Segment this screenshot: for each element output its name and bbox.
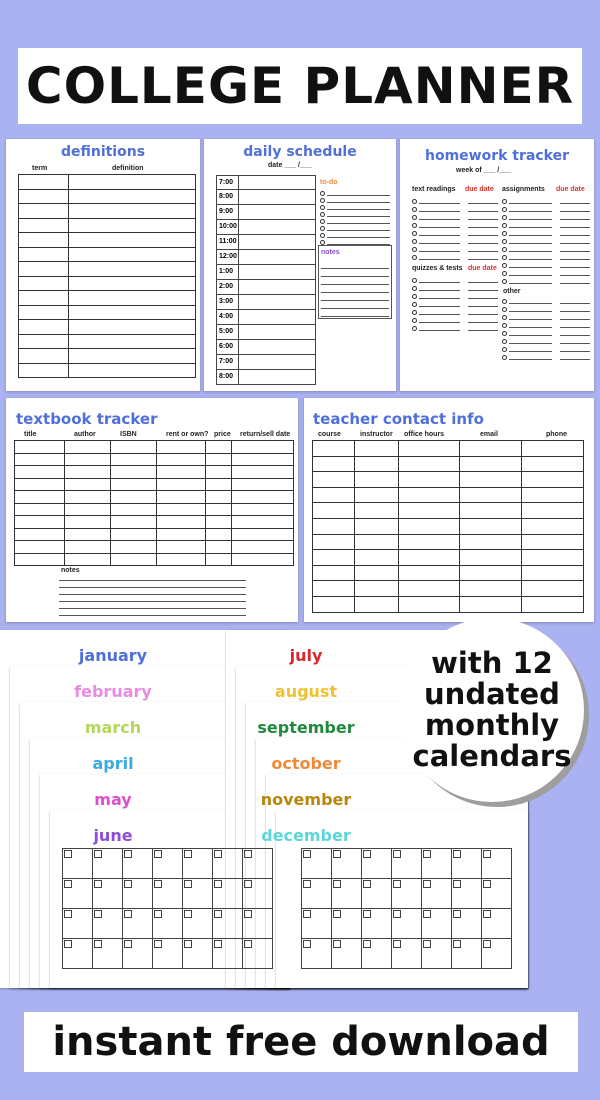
- textbook-column-header: rent or own?: [166, 431, 209, 438]
- definitions-row: [19, 334, 196, 349]
- calendar-day-cell: [482, 939, 512, 969]
- textbook-row: [15, 466, 294, 479]
- homework-item: [412, 253, 498, 261]
- time-label: 4:00: [217, 310, 239, 324]
- homework-item: [502, 221, 590, 229]
- calendar-day-cell: [123, 849, 153, 879]
- checkbox-icon: [502, 315, 507, 320]
- textbook-row: [15, 541, 294, 554]
- notes-line: [321, 269, 389, 277]
- notes-line: [59, 609, 246, 616]
- textbook-row: [15, 503, 294, 516]
- calendar-day-cell: [452, 879, 482, 909]
- badge-line-1: with 12: [431, 646, 553, 680]
- assignments-due-label: due date: [556, 186, 585, 193]
- definitions-row: [19, 233, 196, 248]
- definitions-row: [19, 276, 196, 291]
- notes-line: [59, 595, 246, 602]
- homework-item: [502, 305, 590, 313]
- teacher-sheet: [304, 398, 594, 622]
- quizzes-label: quizzes & tests: [412, 265, 463, 272]
- checkbox-icon: [412, 286, 417, 291]
- time-slot: [216, 265, 316, 280]
- time-slot: [216, 355, 316, 370]
- teacher-row: [313, 596, 584, 612]
- time-slot: [216, 220, 316, 235]
- checkbox-icon: [502, 279, 507, 284]
- notes-line: [59, 588, 246, 595]
- calendar-day-cell: [153, 879, 183, 909]
- badge-line-3: monthly: [424, 708, 560, 742]
- month-title: august: [274, 682, 338, 701]
- calendar-day-cell: [183, 939, 213, 969]
- checkbox-icon: [502, 263, 507, 268]
- homework-item: [502, 197, 590, 205]
- calendar-day-cell: [362, 849, 392, 879]
- calendar-day-cell: [422, 939, 452, 969]
- calendar-day-cell: [452, 909, 482, 939]
- calendar-day-cell: [183, 879, 213, 909]
- calendar-grid: [62, 848, 273, 969]
- calendar-week-row: [63, 939, 273, 969]
- notes-lines: [321, 261, 389, 317]
- calendar-day-cell: [332, 879, 362, 909]
- time-label: 8:00: [217, 370, 239, 384]
- time-slot: [216, 295, 316, 310]
- homework-item: [412, 229, 498, 237]
- textbook-column-header: ISBN: [120, 431, 137, 438]
- time-slot: [216, 370, 316, 385]
- quizzes-list: [412, 276, 498, 332]
- definitions-row: [19, 175, 196, 190]
- todo-item: [320, 232, 390, 239]
- calendar-day-cell: [452, 939, 482, 969]
- teacher-row: [313, 487, 584, 503]
- calendar-day-cell: [302, 849, 332, 879]
- checkbox-icon: [502, 223, 507, 228]
- calendar-week-row: [302, 849, 512, 879]
- calendars-badge: [400, 618, 584, 802]
- checkbox-icon: [412, 255, 417, 260]
- teacher-title: teacher contact info: [313, 410, 484, 428]
- calendar-day-cell: [63, 849, 93, 879]
- homework-sheet: [400, 139, 594, 391]
- checkbox-icon: [320, 226, 325, 231]
- checkbox-icon: [502, 207, 507, 212]
- time-slot: [216, 175, 316, 190]
- textbook-column-header: price: [214, 431, 231, 438]
- checkbox-icon: [502, 247, 507, 252]
- calendar-week-row: [63, 879, 273, 909]
- checkbox-icon: [412, 318, 417, 323]
- homework-item: [412, 316, 498, 324]
- textbook-notes-label: notes: [61, 567, 80, 574]
- calendar-day-cell: [302, 879, 332, 909]
- definitions-row: [19, 204, 196, 219]
- time-label: 3:00: [217, 295, 239, 309]
- calendar-day-cell: [392, 909, 422, 939]
- checkbox-icon: [320, 205, 325, 210]
- homework-item: [502, 261, 590, 269]
- text-readings-list: [412, 197, 498, 261]
- calendar-day-cell: [392, 849, 422, 879]
- homework-item: [502, 353, 590, 361]
- calendar-day-cell: [213, 939, 243, 969]
- calendar-week-row: [63, 849, 273, 879]
- time-label: 8:00: [217, 190, 239, 204]
- checkbox-icon: [502, 355, 507, 360]
- textbook-headers: [16, 431, 294, 440]
- time-label: 5:00: [217, 325, 239, 339]
- calendar-day-cell: [482, 909, 512, 939]
- calendar-day-cell: [243, 939, 273, 969]
- teacher-row: [313, 456, 584, 472]
- badge-line-4: calendars: [412, 739, 572, 773]
- checkbox-icon: [412, 215, 417, 220]
- calendar-day-cell: [392, 879, 422, 909]
- checkbox-icon: [502, 323, 507, 328]
- time-label: 11:00: [217, 235, 239, 249]
- page-title: COLLEGE PLANNER: [18, 48, 582, 124]
- calendar-day-cell: [153, 849, 183, 879]
- teacher-column-header: course: [318, 431, 341, 438]
- time-slot: [216, 190, 316, 205]
- teacher-row: [313, 503, 584, 519]
- assignments-list: [502, 197, 590, 285]
- definitions-row: [19, 262, 196, 277]
- definitions-col-term: term: [32, 165, 48, 172]
- calendar-day-cell: [422, 909, 452, 939]
- time-slot: [216, 340, 316, 355]
- daily-date-label: date ___ /___: [268, 162, 312, 169]
- month-title: october: [271, 754, 341, 773]
- homework-item: [412, 284, 498, 292]
- calendar-day-cell: [93, 849, 123, 879]
- calendar-day-cell: [332, 939, 362, 969]
- definitions-row: [19, 305, 196, 320]
- calendar-day-cell: [183, 849, 213, 879]
- teacher-column-header: instructor: [360, 431, 393, 438]
- checkbox-icon: [412, 231, 417, 236]
- time-slot: [216, 325, 316, 340]
- notes-line: [321, 301, 389, 309]
- calendar-day-cell: [302, 909, 332, 939]
- todo-label: to-do: [320, 179, 338, 186]
- checkbox-icon: [412, 294, 417, 299]
- checkbox-icon: [502, 347, 507, 352]
- other-label: other: [503, 288, 521, 295]
- time-column: [216, 175, 316, 385]
- homework-item: [502, 329, 590, 337]
- calendar-day-cell: [243, 909, 273, 939]
- month-title: march: [84, 718, 142, 737]
- homework-item: [412, 300, 498, 308]
- calendar-week-row: [63, 909, 273, 939]
- textbook-sheet: [6, 398, 298, 622]
- notes-line: [321, 277, 389, 285]
- time-label: 12:00: [217, 250, 239, 264]
- notes-line: [321, 309, 389, 317]
- teacher-row: [313, 565, 584, 581]
- definitions-row: [19, 349, 196, 364]
- checkbox-icon: [502, 339, 507, 344]
- calendar-day-cell: [362, 879, 392, 909]
- calendar-day-cell: [213, 879, 243, 909]
- definitions-row: [19, 363, 196, 378]
- calendar-day-cell: [93, 909, 123, 939]
- textbook-row: [15, 516, 294, 529]
- teacher-row: [313, 441, 584, 457]
- text-readings-label: text readings: [412, 186, 456, 193]
- homework-item: [502, 213, 590, 221]
- time-label: 7:00: [217, 176, 239, 189]
- homework-item: [502, 337, 590, 345]
- homework-item: [412, 197, 498, 205]
- calendar-day-cell: [362, 939, 392, 969]
- checkbox-icon: [320, 191, 325, 196]
- homework-item: [412, 324, 498, 332]
- calendar-day-cell: [392, 939, 422, 969]
- calendar-day-cell: [243, 879, 273, 909]
- notes-line: [321, 285, 389, 293]
- calendar-day-cell: [123, 879, 153, 909]
- month-title: december: [261, 826, 351, 845]
- todo-list: [320, 190, 390, 246]
- todo-item: [320, 225, 390, 232]
- calendar-day-cell: [302, 939, 332, 969]
- notes-line: [59, 602, 246, 609]
- checkbox-icon: [412, 207, 417, 212]
- quizzes-due-label: due date: [468, 265, 497, 272]
- homework-item: [502, 245, 590, 253]
- teacher-row: [313, 550, 584, 566]
- checkbox-icon: [412, 326, 417, 331]
- checkbox-icon: [502, 307, 507, 312]
- textbook-row: [15, 441, 294, 454]
- month-title: september: [257, 718, 355, 737]
- teacher-table: [312, 440, 584, 613]
- calendar-day-cell: [332, 909, 362, 939]
- calendar-week-row: [302, 939, 512, 969]
- notes-line: [321, 261, 389, 269]
- checkbox-icon: [320, 198, 325, 203]
- textbook-row: [15, 491, 294, 504]
- calendar-day-cell: [153, 939, 183, 969]
- textbook-row: [15, 553, 294, 566]
- homework-item: [412, 245, 498, 253]
- time-slot: [216, 235, 316, 250]
- calendar-day-cell: [452, 849, 482, 879]
- calendar-week-row: [302, 909, 512, 939]
- assignments-label: assignments: [502, 186, 545, 193]
- checkbox-icon: [320, 219, 325, 224]
- homework-item: [412, 292, 498, 300]
- calendar-day-cell: [183, 909, 213, 939]
- download-banner: instant free download: [24, 1012, 578, 1072]
- checkbox-icon: [412, 223, 417, 228]
- calendar-day-cell: [422, 849, 452, 879]
- teacher-column-header: email: [480, 431, 498, 438]
- definitions-row: [19, 218, 196, 233]
- time-label: 10:00: [217, 220, 239, 234]
- calendar-day-cell: [422, 879, 452, 909]
- calendar-day-cell: [482, 849, 512, 879]
- teacher-row: [313, 581, 584, 597]
- time-slot: [216, 280, 316, 295]
- checkbox-icon: [320, 212, 325, 217]
- definitions-title: definitions: [60, 144, 146, 160]
- checkbox-icon: [502, 239, 507, 244]
- definitions-table: [18, 174, 196, 378]
- checkbox-icon: [412, 302, 417, 307]
- calendar-grid: [301, 848, 512, 969]
- month-title: june: [93, 826, 133, 845]
- checkbox-icon: [320, 233, 325, 238]
- todo-item: [320, 197, 390, 204]
- checkbox-icon: [502, 271, 507, 276]
- checkbox-icon: [502, 231, 507, 236]
- todo-item: [320, 211, 390, 218]
- calendar-day-cell: [123, 939, 153, 969]
- homework-item: [502, 205, 590, 213]
- homework-item: [502, 269, 590, 277]
- textbook-row: [15, 453, 294, 466]
- other-list: [502, 297, 590, 361]
- calendar-day-cell: [213, 909, 243, 939]
- time-label: 9:00: [217, 205, 239, 219]
- time-label: 2:00: [217, 280, 239, 294]
- textbook-column-header: return/sell date: [240, 431, 291, 438]
- homework-item: [502, 297, 590, 305]
- checkbox-icon: [412, 278, 417, 283]
- calendar-day-cell: [63, 939, 93, 969]
- definitions-col-definition: definition: [112, 165, 144, 172]
- homework-item: [502, 253, 590, 261]
- teacher-column-header: phone: [546, 431, 567, 438]
- homework-week-label: week of ___ /___: [456, 167, 511, 174]
- homework-item: [412, 276, 498, 284]
- month-title: november: [260, 790, 352, 809]
- calendar-day-cell: [362, 909, 392, 939]
- homework-item: [502, 321, 590, 329]
- calendar-day-cell: [93, 879, 123, 909]
- daily-schedule-sheet: [204, 139, 396, 391]
- time-slot: [216, 205, 316, 220]
- todo-item: [320, 190, 390, 197]
- definitions-row: [19, 291, 196, 306]
- homework-item: [502, 345, 590, 353]
- time-label: 6:00: [217, 340, 239, 354]
- calendar-week-row: [302, 879, 512, 909]
- calendar-day-cell: [63, 879, 93, 909]
- homework-item: [502, 237, 590, 245]
- homework-item: [412, 205, 498, 213]
- month-title: july: [289, 646, 323, 665]
- todo-item: [320, 204, 390, 211]
- calendar-day-cell: [63, 909, 93, 939]
- textbook-row: [15, 478, 294, 491]
- todo-item: [320, 218, 390, 225]
- teacher-column-header: office hours: [404, 431, 445, 438]
- textbook-notes-lines: [59, 574, 246, 616]
- homework-title: homework tracker: [425, 148, 569, 164]
- notes-label: notes: [321, 249, 340, 256]
- time-slot: [216, 310, 316, 325]
- calendar-day-cell: [93, 939, 123, 969]
- teacher-row: [313, 472, 584, 488]
- homework-item: [502, 229, 590, 237]
- time-label: 1:00: [217, 265, 239, 279]
- calendar-day-cell: [482, 879, 512, 909]
- month-title: april: [92, 754, 134, 773]
- homework-item: [502, 277, 590, 285]
- homework-item: [412, 237, 498, 245]
- homework-item: [412, 308, 498, 316]
- checkbox-icon: [502, 299, 507, 304]
- textbook-title: textbook tracker: [16, 410, 158, 428]
- calendar-day-cell: [332, 849, 362, 879]
- textbook-table: [14, 440, 294, 566]
- notes-line: [59, 574, 246, 581]
- homework-item: [502, 313, 590, 321]
- checkbox-icon: [502, 199, 507, 204]
- definitions-row: [19, 189, 196, 204]
- checkbox-icon: [502, 331, 507, 336]
- checkbox-icon: [502, 255, 507, 260]
- calendar-day-cell: [123, 909, 153, 939]
- calendar-day-cell: [213, 849, 243, 879]
- teacher-row: [313, 518, 584, 534]
- checkbox-icon: [412, 239, 417, 244]
- notes-line: [321, 293, 389, 301]
- badge-line-2: undated: [424, 677, 560, 711]
- checkbox-icon: [412, 247, 417, 252]
- time-label: 7:00: [217, 355, 239, 369]
- teacher-headers: [312, 431, 584, 440]
- checkbox-icon: [412, 310, 417, 315]
- checkbox-icon: [502, 215, 507, 220]
- teacher-row: [313, 534, 584, 550]
- checkbox-icon: [412, 199, 417, 204]
- homework-item: [412, 213, 498, 221]
- month-title: february: [74, 682, 152, 701]
- month-title: january: [78, 646, 148, 665]
- calendar-day-cell: [153, 909, 183, 939]
- homework-item: [412, 221, 498, 229]
- definitions-row: [19, 320, 196, 335]
- daily-schedule-title: daily schedule: [243, 144, 357, 160]
- time-slot: [216, 250, 316, 265]
- calendar-day-cell: [243, 849, 273, 879]
- definitions-row: [19, 247, 196, 262]
- notes-line: [59, 581, 246, 588]
- textbook-row: [15, 528, 294, 541]
- definitions-sheet: [6, 139, 200, 391]
- textbook-column-header: author: [74, 431, 96, 438]
- text-readings-due-label: due date: [465, 186, 494, 193]
- month-title: may: [94, 790, 132, 809]
- textbook-column-header: title: [24, 431, 37, 438]
